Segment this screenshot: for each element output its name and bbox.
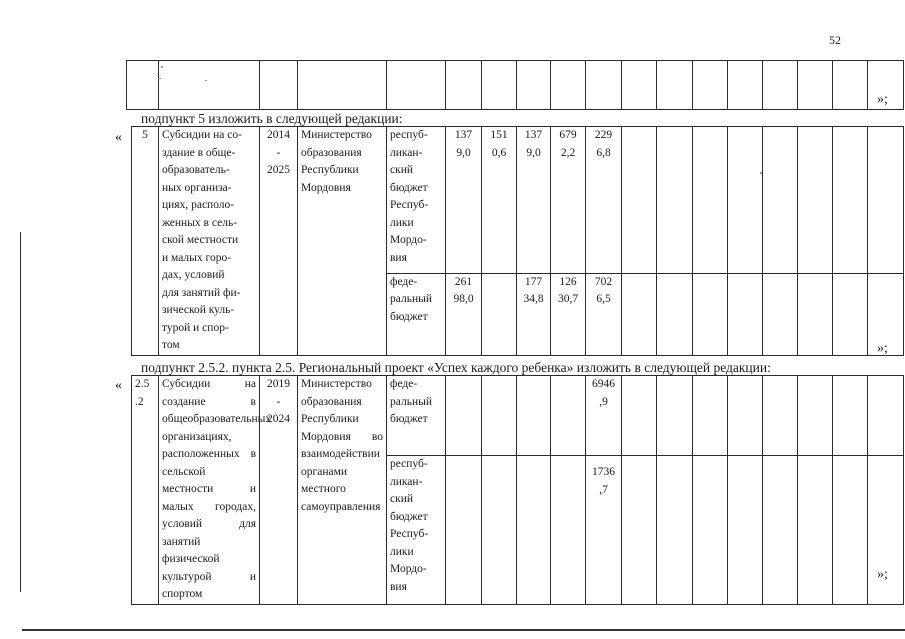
row5-federal-value-3: 177 34,8: [517, 273, 551, 355]
row252-source-federal: феде- ральный бюджет: [387, 376, 446, 456]
cell: [728, 61, 763, 110]
cell: [446, 456, 482, 604]
scan-left-edge: [20, 232, 21, 592]
table-top-remnant: [126, 60, 904, 110]
cell: [657, 273, 693, 355]
row5-regional-value-3: 137 9,0: [517, 127, 551, 274]
cell: [517, 376, 551, 456]
cell: [622, 376, 657, 456]
cell: [798, 61, 833, 110]
cell: [798, 376, 833, 456]
cell: [551, 61, 586, 110]
cell: [517, 61, 551, 110]
row252-federal-value: 6946 ,9: [586, 376, 622, 456]
cell: [482, 61, 517, 110]
cell: [728, 376, 763, 456]
row252-source-regional: респуб- ликан- ский бюджет Респуб- лики Мордо- вия: [387, 456, 446, 604]
row5-name: Субсидии на со- здание в обще- образователь- ных организа- циях, располо- женных в сель- ской местности и малых горо- дах, условий для занятий фи- зической куль- турой и спор- том: [159, 127, 260, 356]
cell: [798, 456, 833, 604]
cell: [657, 456, 693, 604]
cell: [693, 456, 728, 604]
scan-speck: [161, 66, 163, 68]
cell: [763, 376, 798, 456]
row5-source-regional: респуб- ликан- ский бюджет Респуб- лики Мордо- вия: [387, 127, 446, 274]
scan-speck: [158, 78, 161, 79]
instruction-2: подпункт 2.5.2. пункта 2.5. Региональный проект «Успех каждого ребенка» изложить в следующей редакции:: [141, 360, 771, 375]
cell: [260, 61, 298, 110]
row252-regional-value: 1736 ,7: [586, 456, 622, 604]
cell: [833, 273, 868, 355]
cell: [763, 456, 798, 604]
row5-regional-value-4: 679 2,2: [551, 127, 586, 274]
closing-quote-2: »;: [877, 341, 888, 356]
cell: [446, 376, 482, 456]
scan-speck: [760, 172, 762, 174]
row5-federal-value-5: 702 6,5: [586, 273, 622, 355]
cell: [868, 376, 904, 456]
cell: [127, 61, 159, 110]
cell: [763, 127, 798, 274]
row252-name: Субсидии на создание в общеобразовательных организациях, расположенных в сельской местности и малых городах, условий для занятий физической культурой и спортом: [159, 376, 260, 605]
cell: [622, 456, 657, 604]
cell: [693, 273, 728, 355]
cell: [798, 127, 833, 274]
cell: [833, 61, 868, 110]
row5-executor: Министерство образования Республики Мордовия: [298, 127, 387, 356]
row5-regional-value-5: 229 6,8: [586, 127, 622, 274]
cell: [298, 61, 387, 110]
cell: [482, 376, 517, 456]
cell: [693, 376, 728, 456]
cell: [387, 61, 446, 110]
row5-federal-value-4: 126 30,7: [551, 273, 586, 355]
cell: [517, 456, 551, 604]
row5-regional-value-2: 151 0,6: [482, 127, 517, 274]
opening-quote-2: «: [115, 378, 122, 393]
cell: [728, 273, 763, 355]
cell: [728, 127, 763, 274]
cell: [551, 456, 586, 604]
row5-years: 2014 - 2025: [260, 127, 298, 356]
row252-executor: Министерство образования Республики Мордовия во взаимодействии органами местного самоуправления: [298, 376, 387, 605]
cell: [159, 61, 260, 110]
scan-speck: [205, 80, 207, 81]
cell: [833, 456, 868, 604]
row5-federal-value-2: [482, 273, 517, 355]
cell: [728, 456, 763, 604]
row5-federal-value-1: 261 98,0: [446, 273, 482, 355]
page-number: 52: [829, 33, 841, 47]
cell: [551, 376, 586, 456]
cell: [833, 376, 868, 456]
cell: [763, 61, 798, 110]
row252-number: 2.5 .2: [132, 376, 159, 605]
row252-years: 2019 - 2024: [260, 376, 298, 605]
cell: [657, 61, 693, 110]
cell: [833, 127, 868, 274]
cell: [622, 61, 657, 110]
cell: [622, 127, 657, 274]
row5-source-federal: феде- ральный бюджет: [387, 273, 446, 355]
closing-quote-3: »;: [877, 567, 888, 582]
instruction-1: подпункт 5 изложить в следующей редакции:: [141, 111, 403, 126]
cell: [482, 456, 517, 604]
cell: [586, 61, 622, 110]
closing-quote-1: »;: [877, 92, 888, 107]
cell: [693, 127, 728, 274]
opening-quote-1: «: [115, 130, 122, 145]
cell: [657, 376, 693, 456]
cell: [622, 273, 657, 355]
cell: [446, 61, 482, 110]
cell: [657, 127, 693, 274]
row5-number: 5: [132, 127, 159, 356]
cell: [798, 273, 833, 355]
cell: [763, 273, 798, 355]
cell: [693, 61, 728, 110]
table-row5: [131, 126, 904, 356]
scan-bottom-edge: [22, 629, 905, 631]
table-row252: [131, 375, 904, 605]
row5-regional-value-1: 137 9,0: [446, 127, 482, 274]
cell: [868, 127, 904, 274]
